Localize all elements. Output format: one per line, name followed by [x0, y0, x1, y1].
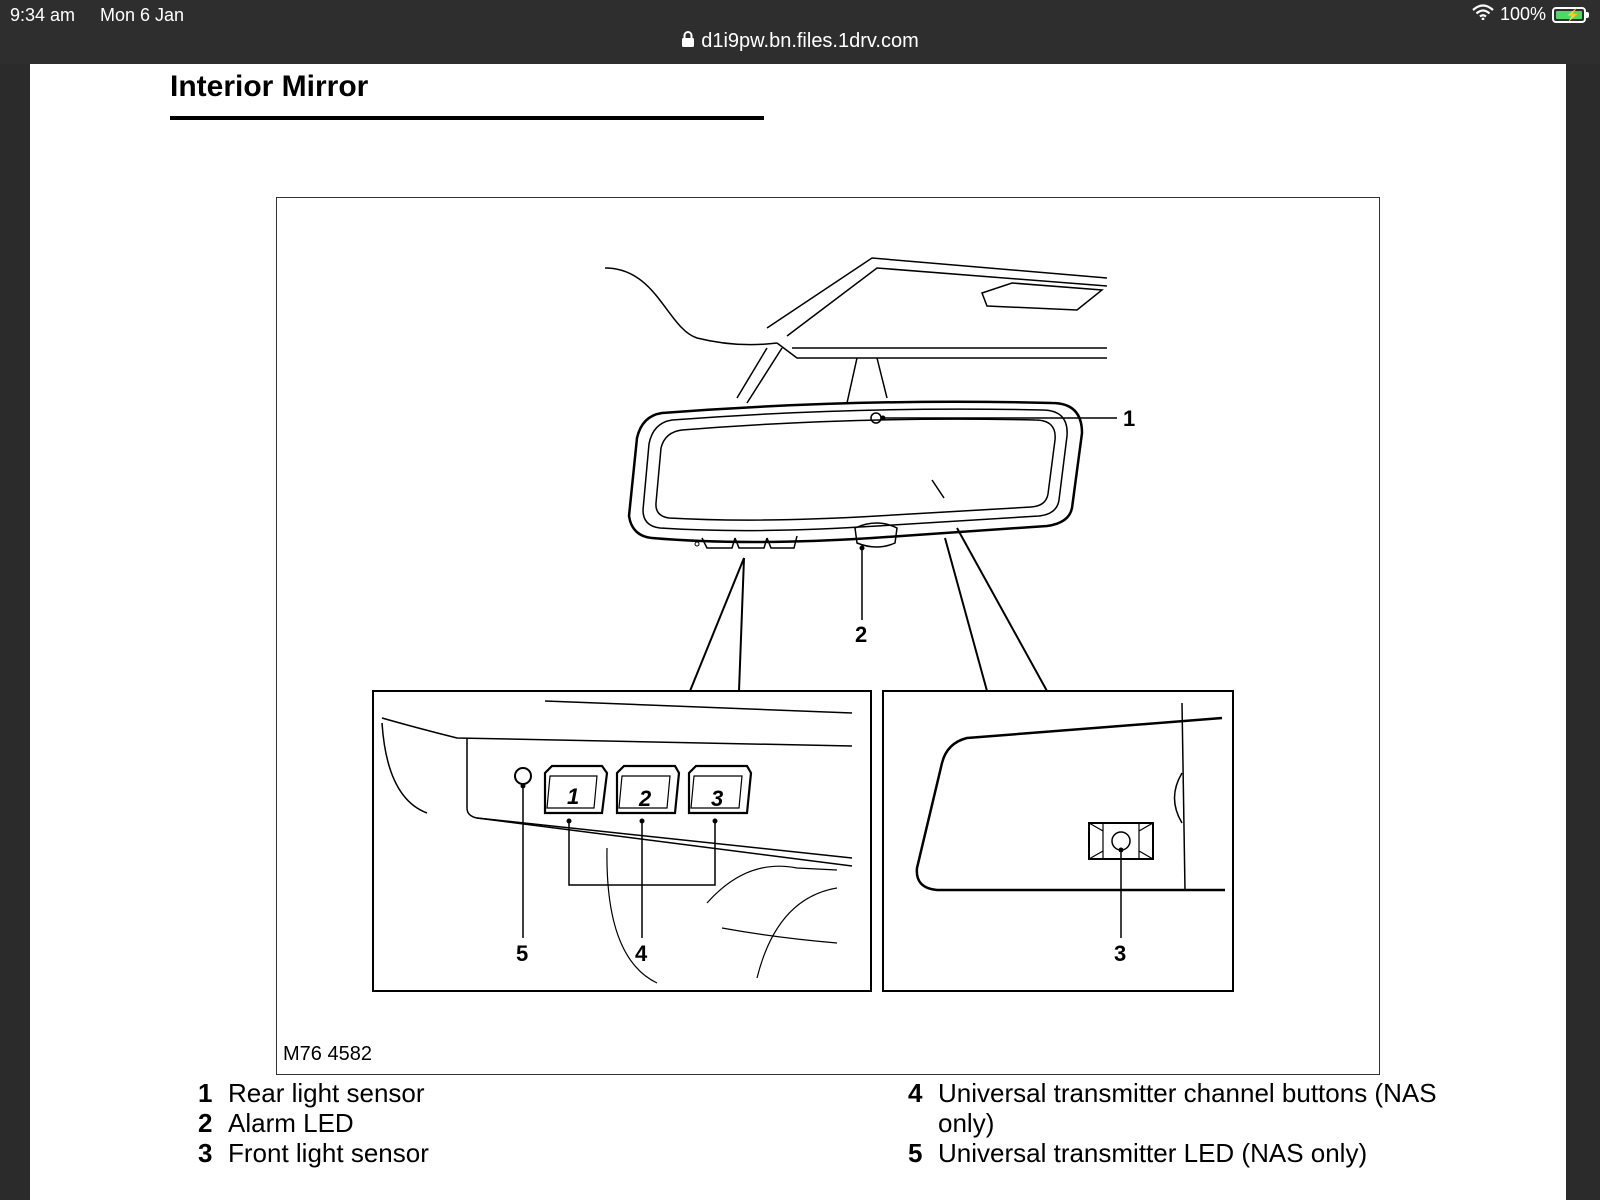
address-bar[interactable]: [0, 30, 1600, 53]
callout-1: 1: [1123, 406, 1136, 431]
status-date: Mon 6 Jan: [100, 5, 185, 25]
status-bar: [0, 0, 1600, 64]
battery-charging-icon: ⚡: [1552, 7, 1586, 23]
document-page: Interior Mirror 1 2 1 2 3 5 4 3 M76 4582 1 Rear light sensor 2 Alarm LED 3 Front light sensor 4 Universal transmitter channel buttons (NAS only) 5 Universal transmitter LED (NAS only): [30, 64, 1566, 1200]
page-title: Interior Mirror: [170, 70, 369, 103]
button-label-2: 2: [639, 786, 652, 811]
callout-3: 3: [1114, 941, 1127, 966]
title-underline: [170, 116, 764, 120]
status-time: 9:34 am: [10, 5, 76, 25]
button-label-1: 1: [567, 784, 580, 809]
status-right: [1472, 4, 1586, 25]
mirror-illustration: [277, 198, 1381, 1076]
wifi-icon: [1472, 4, 1494, 25]
lock-icon: [681, 30, 695, 53]
figure-code: M76 4582: [283, 1043, 372, 1065]
url-text: d1i9pw.bn.files.1drv.com: [701, 30, 919, 52]
callout-2: 2: [855, 622, 868, 647]
callout-5: 5: [516, 941, 529, 966]
mirror-diagram: [276, 197, 1380, 1075]
battery-percent: 100%: [1499, 4, 1546, 24]
button-label-3: 3: [711, 786, 724, 811]
callout-4: 4: [635, 941, 648, 966]
